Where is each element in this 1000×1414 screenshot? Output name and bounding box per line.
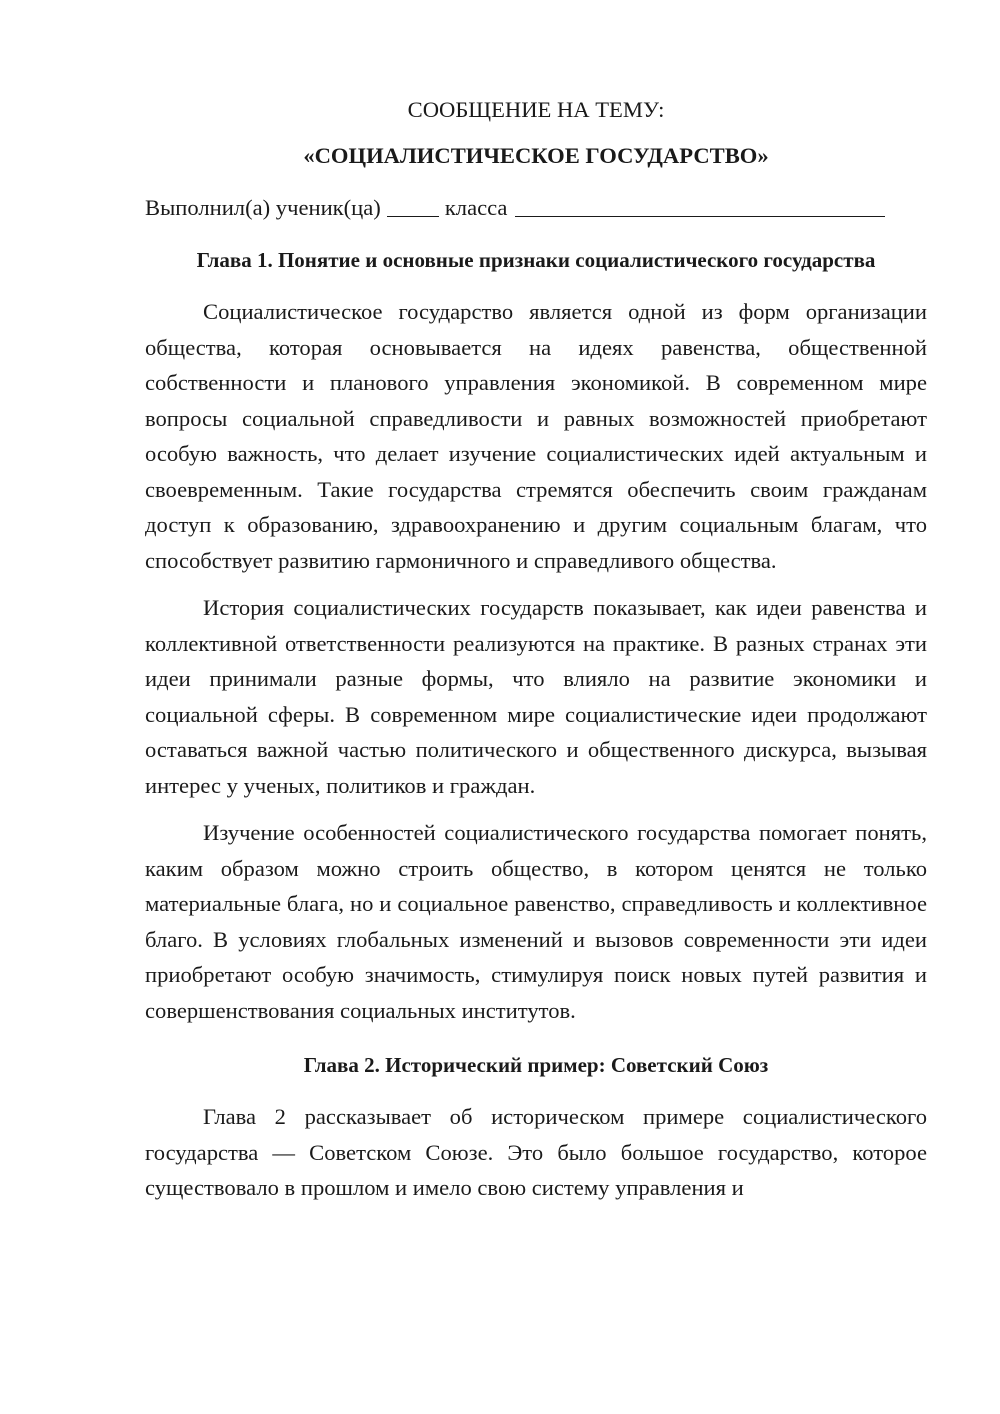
author-line bbox=[145, 190, 927, 226]
chapter1-heading: Глава 1. Понятие и основные признаки социалистического государства bbox=[196, 248, 876, 272]
student-name-blank bbox=[515, 192, 885, 217]
chapter1-paragraph: История социалистических государств показывает, как идеи равенства и коллективной ответственности реализуются на практике. В разных странах эти идеи принимали разные формы, что влияло на развитие экономики и социальной сферы. В современном мире социалистические идеи продолжают оставаться важной частью политического и общественного дискурса, вызывая интерес у ученых, политиков и граждан. bbox=[145, 595, 927, 798]
author-label: Выполнил(а) ученик(ца) bbox=[145, 195, 381, 220]
chapter1-paragraph: Социалистическое государство является одной из форм организации общества, которая основывается на идеях равенства, общественной собственности и планового управления экономикой. В современном мире вопросы социальной справедливости и равных возможностей приобретают особую важность, что делает изучение социалистических идей актуальным и своевременным. Такие государства стремятся обеспечить своим гражданам доступ к образованию, здравоохранению и другим социальным благам, что способствует развитию гармоничного и справедливого общества. bbox=[145, 299, 927, 573]
document-page bbox=[145, 92, 927, 1206]
chapter2-heading: Глава 2. Исторический пример: Советский Союз bbox=[303, 1053, 769, 1077]
chapter2-paragraph: Глава 2 рассказывает об историческом примере социалистического государства — Советском Союзе. Это было большое государство, которое существовало в прошлом и имело свою систему управления и bbox=[145, 1104, 927, 1200]
document-title-topic: «СОЦИАЛИСТИЧЕСКОЕ ГОСУДАРСТВО» bbox=[303, 143, 769, 168]
document-title-line1: СООБЩЕНИЕ НА ТЕМУ: bbox=[407, 97, 665, 122]
class-label: класса bbox=[444, 195, 508, 220]
class-number-blank bbox=[387, 192, 439, 217]
chapter1-paragraph: Изучение особенностей социалистического государства помогает понять, каким образом можно строить общество, в котором ценятся не только материальные блага, но и социальное равенство, справедливость и коллективное благо. В условиях глобальных изменений и вызовов современности эти идеи приобретают особую значимость, стимулируя поиск новых путей развития и совершенствования социальных институтов. bbox=[145, 820, 927, 1023]
